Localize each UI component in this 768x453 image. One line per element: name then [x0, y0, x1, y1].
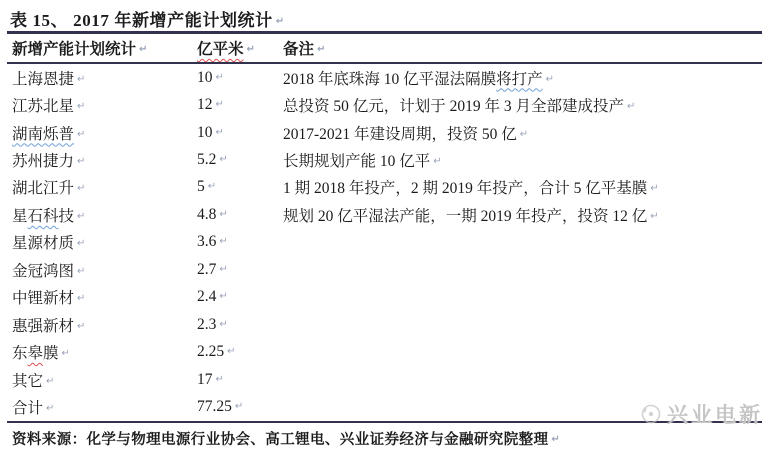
company-name-cell: [12, 176, 197, 198]
paragraph-mark: ↵: [46, 375, 55, 387]
header-cell: [197, 37, 283, 59]
note-cell: [283, 67, 762, 89]
paragraph-mark: ↵: [46, 402, 55, 414]
paragraph-mark: ↵: [545, 73, 555, 85]
text-run: 2.25: [197, 343, 225, 361]
text-run: 其它: [12, 372, 44, 390]
paragraph-mark: ↵: [227, 346, 236, 358]
paragraph-mark: ↵: [246, 44, 255, 55]
text-run: 苏州捷力: [12, 153, 75, 171]
paragraph-mark: ↵: [77, 128, 86, 140]
capacity-value-cell: [197, 398, 283, 416]
table-title-text: 表 15、 2017 年新增产能计划统计: [10, 11, 273, 30]
text-run: 长期规划产能 10 亿平: [283, 153, 431, 171]
company-name-cell: [12, 67, 197, 89]
paragraph-mark: ↵: [77, 73, 86, 85]
text-run: 湖南烁普: [12, 125, 75, 143]
text-run: 湖北江升: [12, 180, 75, 198]
watermark-text: 兴业电新: [667, 403, 763, 427]
paragraph-mark: ↵: [77, 293, 86, 305]
paragraph-mark: ↵: [215, 373, 224, 385]
company-name-cell: [12, 286, 197, 308]
header-cell: [283, 37, 762, 59]
paragraph-mark: ↵: [650, 210, 659, 222]
text-run: 2018 年底珠海 10 亿平湿法隔膜: [283, 70, 497, 88]
text-run: 2.3: [197, 315, 217, 333]
capacity-value-cell: [197, 124, 283, 142]
company-name-cell: [12, 259, 197, 281]
text-run: 新增产能计划统计: [12, 41, 137, 58]
table-row: [12, 284, 762, 311]
paragraph-mark: ↵: [61, 348, 70, 360]
table-row: [12, 201, 762, 228]
text-run: 中锂新材: [12, 290, 75, 308]
table-row: [12, 338, 762, 365]
paragraph-mark: ↵: [519, 128, 529, 140]
table-row: [12, 174, 762, 201]
paragraph-mark: ↵: [77, 238, 86, 250]
paragraph-mark: ↵: [219, 208, 228, 220]
paragraph-mark: ↵: [551, 434, 561, 445]
text-run: 1 期 2018 年投产，2 期 2019 年投产，合计 5 亿平基膜: [283, 180, 648, 198]
text-run: 2.4: [197, 288, 217, 306]
paragraph-mark: ↵: [219, 263, 228, 275]
text-run: 5.2: [197, 151, 217, 169]
paragraph-mark: ↵: [219, 291, 228, 303]
company-name-cell: [12, 341, 197, 363]
text-run: 惠强新材: [12, 317, 75, 335]
paragraph-mark: ↵: [77, 156, 86, 168]
paragraph-mark: ↵: [207, 181, 217, 193]
capacity-value-cell: [197, 151, 283, 169]
text-run: 将打产: [496, 70, 543, 88]
capacity-value-cell: [197, 69, 283, 87]
company-name-cell: [12, 122, 197, 144]
paragraph-mark: ↵: [219, 236, 228, 248]
header-cell: [12, 37, 197, 59]
text-run: 10: [197, 68, 213, 86]
paragraph-mark: ↵: [433, 156, 442, 168]
table-body: [12, 64, 762, 421]
text-run: 10: [197, 123, 213, 141]
paragraph-mark: ↵: [77, 183, 86, 195]
text-run: 备注: [283, 41, 315, 58]
paragraph-mark: ↵: [219, 318, 228, 330]
text-run: 2017-2021 年建设周期，投资 50 亿: [283, 125, 517, 143]
paragraph-mark: ↵: [215, 71, 224, 83]
paragraph-mark: ↵: [627, 101, 636, 113]
table-header-row: [12, 34, 762, 62]
text-run: 技: [58, 207, 75, 225]
table-row: [12, 366, 762, 393]
table-row: [12, 64, 762, 91]
capacity-value-cell: [197, 288, 283, 306]
paragraph-mark: ↵: [77, 210, 86, 222]
company-name-cell: [12, 204, 197, 226]
note-cell: [283, 94, 762, 116]
paragraph-mark: ↵: [234, 400, 244, 412]
text-run: 膜: [43, 345, 59, 363]
company-name-cell: [12, 396, 197, 418]
text-run: 皋: [27, 345, 44, 363]
table-row: [12, 256, 762, 283]
paragraph-mark: ↵: [275, 16, 285, 27]
source-note-text: 资料来源：化学与物理电源行业协会、高工锂电、兴业证券经济与金融研究院整理: [12, 432, 549, 448]
text-run: 总投资 50 亿元，计划于 2019 年 3 月全部建成投产: [283, 98, 625, 116]
table-row: [12, 91, 762, 118]
text-run: 77.25: [197, 397, 232, 415]
text-run: 石科: [27, 207, 59, 225]
table-row: [12, 119, 762, 146]
watermark: [638, 399, 763, 429]
company-name-cell: [12, 94, 197, 116]
text-run: 2.7: [197, 260, 217, 278]
table-row: [12, 229, 762, 256]
text-run: 合计: [12, 399, 44, 417]
paragraph-mark: ↵: [77, 101, 86, 113]
paragraph-mark: ↵: [77, 265, 86, 277]
text-run: 江苏北星: [12, 98, 75, 116]
text-run: 星源材质: [12, 235, 75, 253]
source-note: [12, 428, 560, 449]
table-row: [12, 311, 762, 338]
text-run: 星: [12, 207, 28, 225]
text-run: 规划 20 亿平湿法产能，一期 2019 年投产，投资 12 亿: [283, 207, 648, 225]
capacity-value-cell: [197, 96, 283, 114]
capacity-value-cell: [197, 371, 283, 389]
capacity-value-cell: [197, 206, 283, 224]
paragraph-mark: ↵: [215, 126, 224, 138]
capacity-value-cell: [197, 233, 283, 251]
paragraph-mark: ↵: [215, 99, 224, 111]
note-cell: [283, 122, 762, 144]
capacity-value-cell: [197, 261, 283, 279]
capacity-value-cell: [197, 316, 283, 334]
text-run: 3.6: [197, 233, 217, 251]
company-name-cell: [12, 231, 197, 253]
text-run: 东: [12, 345, 28, 363]
paragraph-mark: ↵: [317, 44, 326, 55]
text-run: 5: [197, 178, 205, 196]
text-run: 金冠鸿图: [12, 262, 75, 280]
table-title: [10, 6, 285, 31]
paragraph-mark: ↵: [219, 154, 228, 166]
text-run: 亿平米: [197, 41, 244, 58]
text-run: 4.8: [197, 205, 217, 223]
note-cell: [283, 176, 762, 198]
paragraph-mark: ↵: [77, 320, 86, 332]
capacity-value-cell: [197, 343, 283, 361]
text-run: 12: [197, 96, 213, 114]
company-name-cell: [12, 314, 197, 336]
xingye-logo-icon: [638, 402, 662, 426]
company-name-cell: [12, 369, 197, 391]
note-cell: [283, 149, 762, 171]
capacity-value-cell: [197, 178, 283, 196]
paragraph-mark: ↵: [139, 44, 148, 55]
table-row: [12, 146, 762, 173]
text-run: 上海恩捷: [12, 70, 75, 88]
paragraph-mark: ↵: [650, 183, 659, 195]
note-cell: [283, 204, 762, 226]
text-run: 17: [197, 370, 213, 388]
company-name-cell: [12, 149, 197, 171]
